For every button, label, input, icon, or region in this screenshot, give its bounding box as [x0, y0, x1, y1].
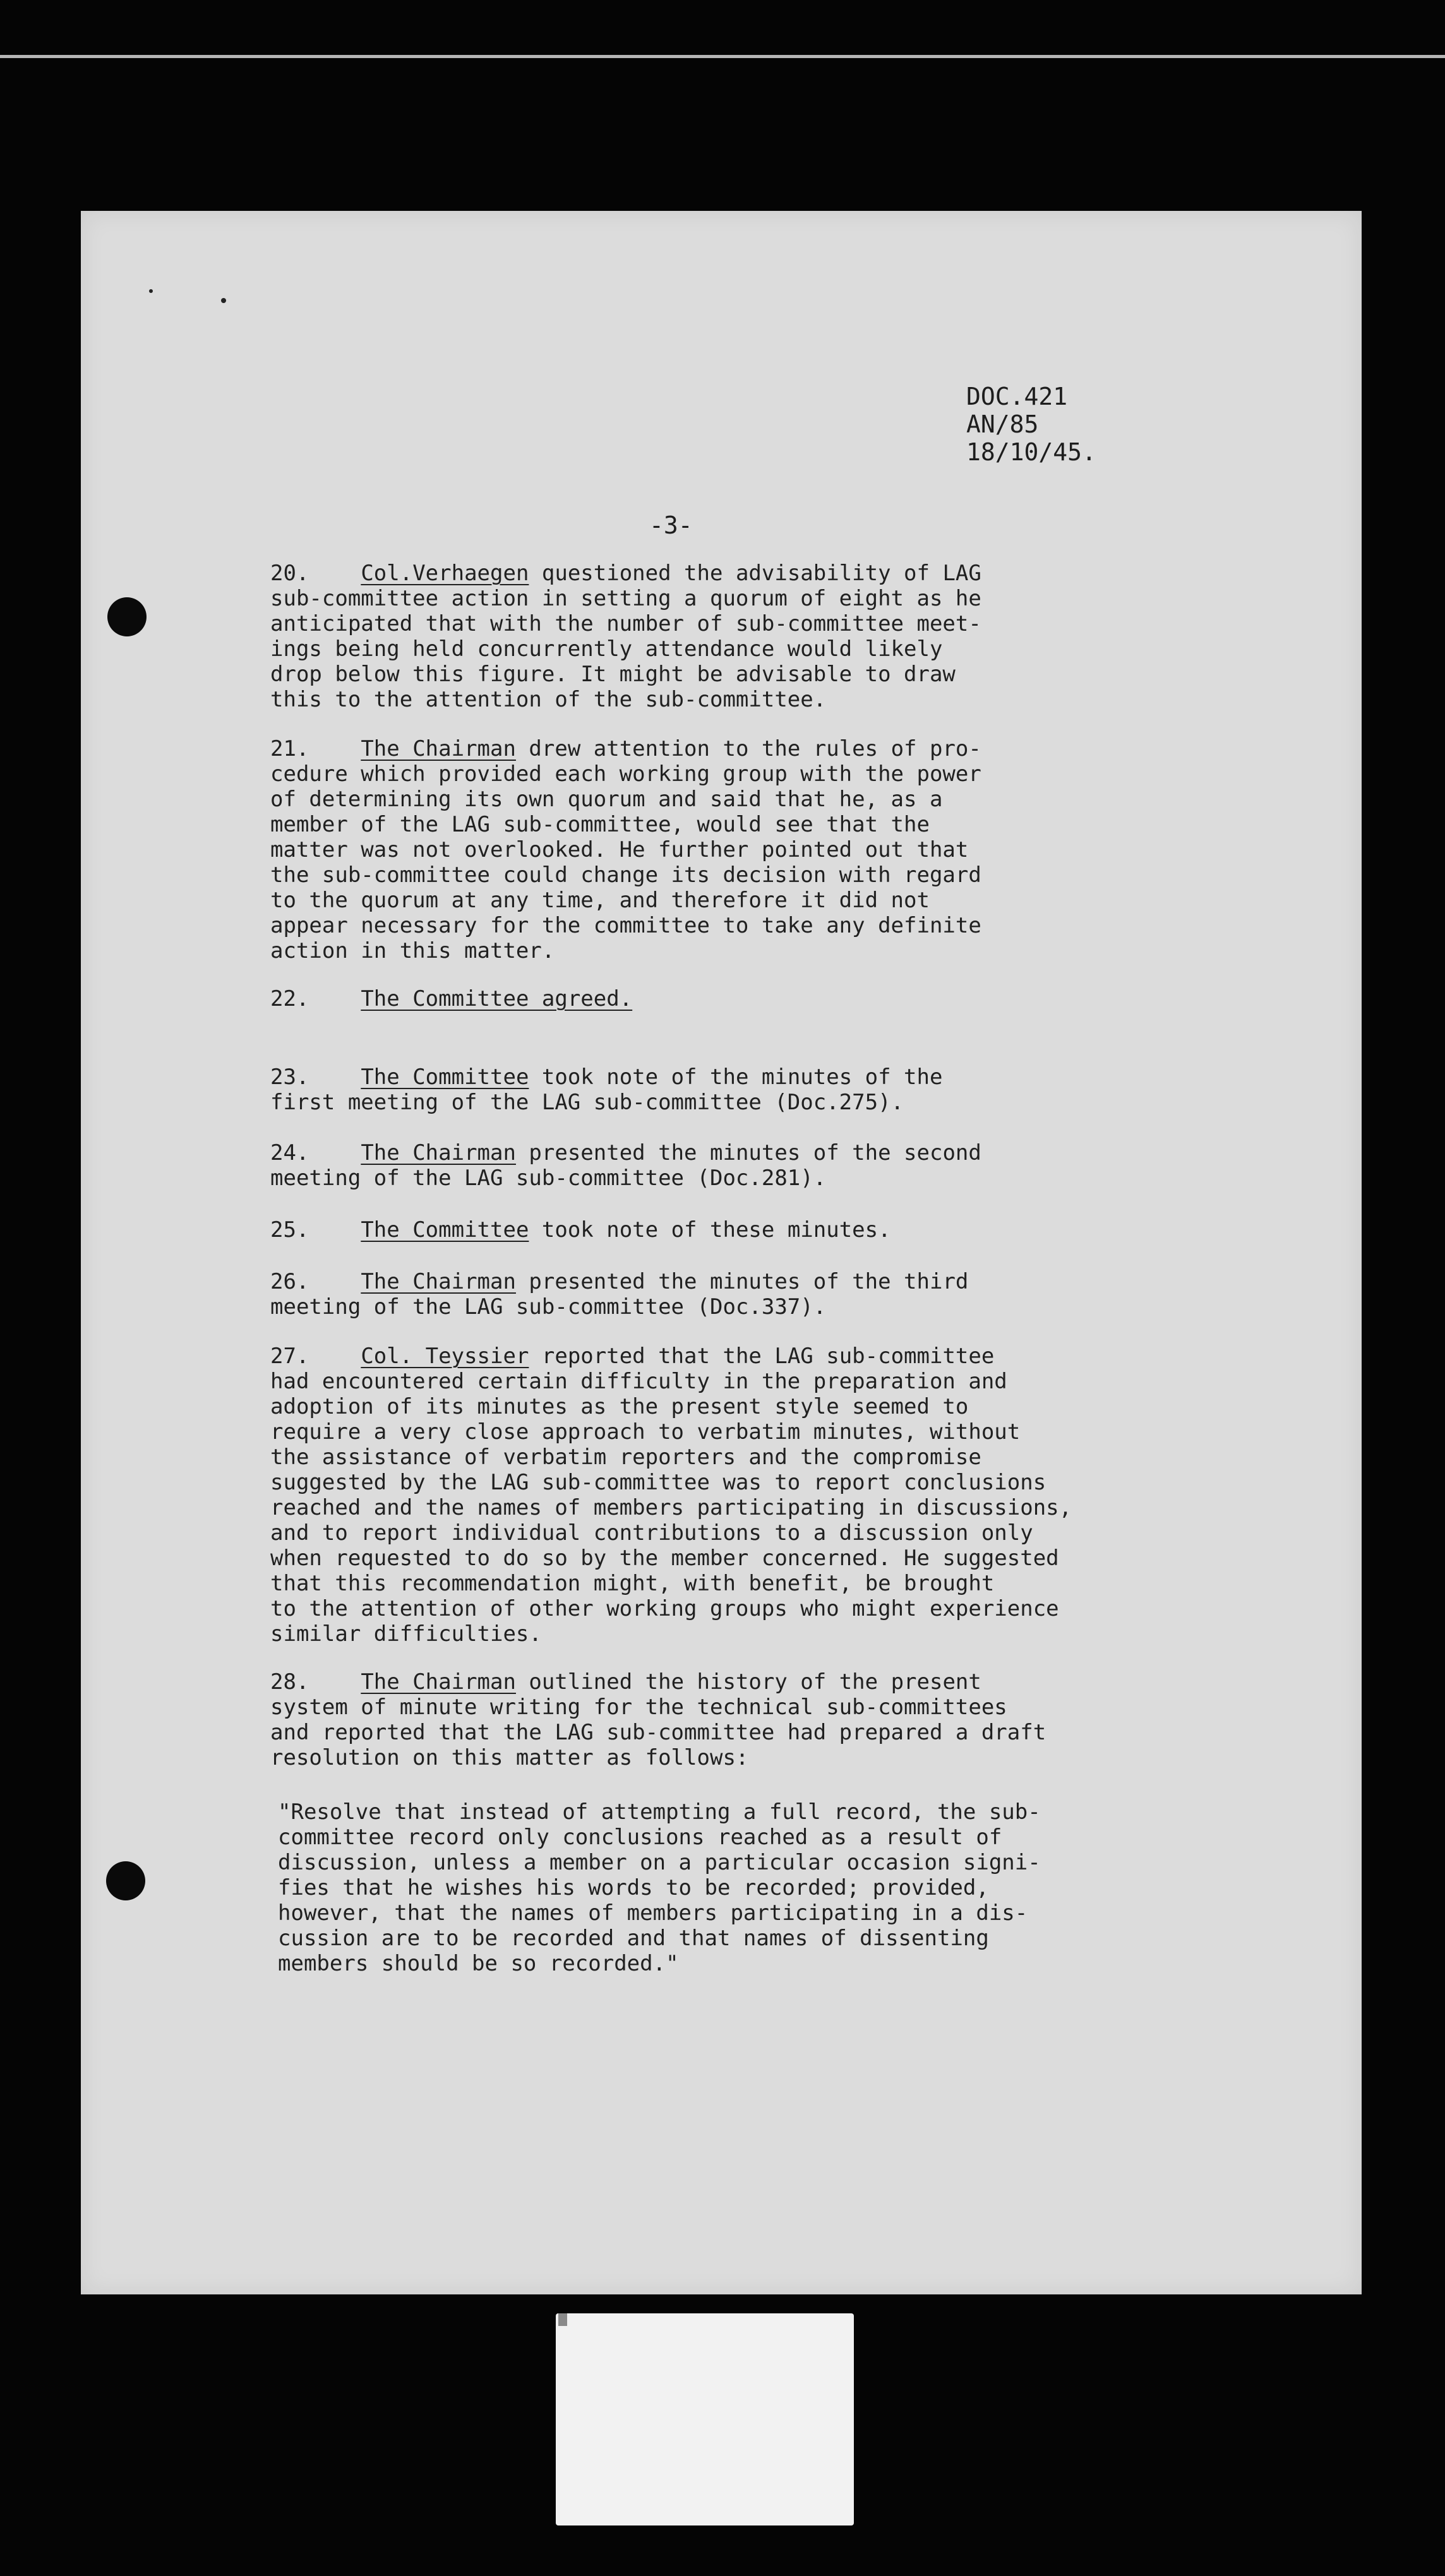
speaker-name: Col. Teyssier	[361, 1344, 529, 1369]
paragraph-25: 25. The Committee took note of these minutes.	[270, 1217, 891, 1243]
series-number: AN/85	[966, 410, 1039, 438]
paragraph-27: 27. Col. Teyssier reported that the LAG sub-committee had encountered certain difficulty in the preparation and adoption of its minutes as the present style seemed to require a very close approach to verbatim minutes, without the assistance of verbatim reporters and the compromise suggested by the LAG sub-committee was to report conclusions reached and the names of members participating in discussions, and to report individual contributions to a discussion only when requested to do so by the member concerned. He suggested that this recommendation might, with benefit, be brought to the attention of other working groups who might experience similar difficulties.	[270, 1344, 1072, 1647]
decision-text: The Committee agreed.	[361, 986, 633, 1011]
paragraph-24: 24. The Chairman presented the minutes of the second meeting of the LAG sub-committee (Doc.281).	[270, 1140, 981, 1191]
punch-hole-bottom	[106, 1861, 145, 1900]
speaker-name: Col.Verhaegen	[361, 561, 529, 586]
film-target-corner	[558, 2313, 567, 2326]
paragraph-21: 21. The Chairman drew attention to the rules of pro- cedure which provided each working group with the power of determining its own quorum and said that he, as a member of the LAG sub-committee, would see that the matter was not overlooked. He further pointed out that the sub-committee could change its decision with regard to the quorum at any time, and therefore it did not appear necessary for the committee to take any definite action in this matter.	[270, 736, 981, 963]
paragraph-28: 28. The Chairman outlined the history of the present system of minute writing for the technical sub-committees and reported that the LAG sub-committee had prepared a draft resolution on this matter as follows:	[270, 1669, 1046, 1770]
speaker-name: The Chairman	[361, 736, 516, 761]
speaker-name: The Committee	[361, 1217, 529, 1243]
document-reference	[966, 383, 1096, 466]
dust-speck	[149, 289, 153, 293]
document-sheet	[81, 211, 1362, 2294]
speaker-name: The Committee	[361, 1064, 529, 1090]
draft-resolution-quote: "Resolve that instead of attempting a full record, the sub- committee record only conclusions reached as a result of discussion, unless a member on a particular occasion signi- fies that he wishes his words to be recorded; provided, however, that the names of members participating in a dis- cussion are to be recorded and that names of dissenting members should be so recorded."	[278, 1799, 1041, 1976]
document-date: 18/10/45.	[966, 438, 1096, 466]
paragraph-20: 20. Col.Verhaegen questioned the advisability of LAG sub-committee action in setting a quorum of eight as he anticipated that with the number of sub-committee meet- ings being held concurrently attendance would likely drop below this figure. It might be advisable to draw this to the attention of the sub-committee.	[270, 561, 981, 712]
page-number: -3-	[649, 511, 693, 539]
film-edge-line	[0, 55, 1445, 58]
doc-number: DOC.421	[966, 383, 1068, 410]
film-target-card	[556, 2313, 854, 2525]
dust-speck	[221, 298, 226, 303]
punch-hole-top	[107, 597, 147, 636]
paragraph-22: 22. The Committee agreed.	[270, 986, 633, 1011]
speaker-name: The Chairman	[361, 1140, 516, 1166]
paragraph-26: 26. The Chairman presented the minutes of the third meeting of the LAG sub-committee (Doc.337).	[270, 1269, 969, 1320]
paragraph-23: 23. The Committee took note of the minutes of the first meeting of the LAG sub-committee (Doc.275).	[270, 1064, 943, 1115]
speaker-name: The Chairman	[361, 1269, 516, 1294]
speaker-name: The Chairman	[361, 1669, 516, 1695]
